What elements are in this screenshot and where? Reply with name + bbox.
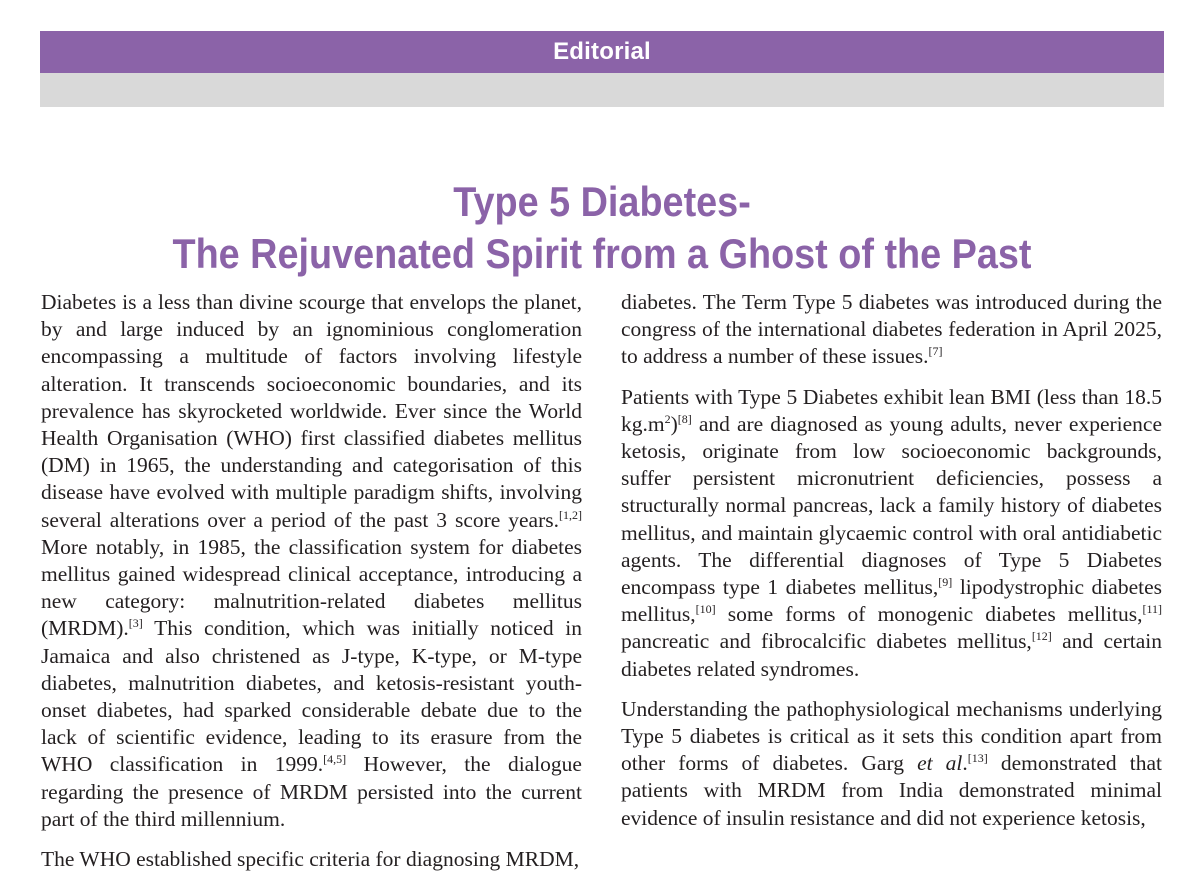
paragraph-text: demonstrated that patients with MRDM from India demonstrated minimal evidence of insulin resistance and did not experience ketosis, bbox=[621, 751, 1162, 830]
paragraph-text: However, the dialogue regarding the presence of MRDM persisted into the current part of the third millennium. bbox=[41, 752, 582, 831]
citation: [3] bbox=[128, 616, 143, 631]
section-band bbox=[40, 73, 1164, 107]
paragraph-text: some forms of monogenic diabetes mellitus, bbox=[715, 602, 1143, 627]
paragraph bbox=[621, 289, 1162, 371]
paragraph-text: More notably, in 1985, the classification system for diabetes mellitus gained widespread clinical acceptance, introducing a new category: malnutrition-related diabetes mellitus (MRDM). bbox=[41, 534, 582, 641]
paragraph-text: Patients with Type 5 Diabetes exhibit lean BMI (less than 18.5 kg.m bbox=[621, 384, 1162, 436]
citation: [13] bbox=[967, 751, 988, 766]
section-label: Editorial bbox=[553, 38, 651, 65]
citation: [11] bbox=[1142, 602, 1162, 617]
citation: [10] bbox=[695, 602, 716, 617]
paragraph bbox=[621, 384, 1162, 683]
section-header bbox=[40, 31, 1164, 73]
paragraph-text: The WHO established specific criteria for diagnosing MRDM, bbox=[41, 847, 580, 872]
citation: [12] bbox=[1031, 629, 1052, 644]
citation: [1,2] bbox=[559, 507, 582, 522]
paragraph-text: Diabetes is a less than divine scourge that envelops the planet, by and large induced by an ignominious conglomeration encompassing a multitude of factors involving lifestyle alteration. It transcends socioeconomic boundaries, and its prevalence has skyrocketed worldwide. Ever since the World Health Organisation (WHO) first classified diabetes mellitus (DM) in 1965, the understanding and categorisation of this disease have evolved with multiple paradigm shifts, involving several alterations over a period of the past 3 score years. bbox=[41, 290, 582, 532]
emphasis: et al bbox=[917, 751, 963, 776]
paragraph-text: diabetes. The Term Type 5 diabetes was introduced during the congress of the international diabetes federation in April 2025, to address a number of these issues. bbox=[621, 290, 1162, 369]
citation: [9] bbox=[938, 575, 953, 590]
left-column bbox=[41, 289, 582, 886]
superscript: 2 bbox=[664, 411, 671, 426]
paragraph-text: lipodystrophic diabetes mellitus, bbox=[621, 575, 1162, 627]
citation: [7] bbox=[928, 344, 943, 359]
paragraph bbox=[621, 696, 1162, 832]
paragraph-text: This condition, which was initially noticed in Jamaica and also christened as J-type, K-type, or M-type diabetes, malnutrition diabetes, and ketosis-resistant youth-onset diabetes, had sparked considerable debate due to the lack of scientific evidence, leading to its erasure from the WHO classification in 1999. bbox=[41, 616, 582, 777]
paragraph bbox=[41, 289, 582, 833]
paragraph-text: and are diagnosed as young adults, never experience ketosis, originate from low socioeconomic backgrounds, suffer persistent micronutrient deficiencies, possess a structurally normal pancreas, lack a family history of diabetes mellitus, and maintain glycaemic control with oral antidiabetic agents. The differential diagnoses of Type 5 Diabetes encompass type 1 diabetes mellitus, bbox=[621, 411, 1162, 600]
paragraph-text: . bbox=[962, 751, 968, 776]
citation: [4,5] bbox=[323, 752, 347, 767]
title-line-1: Type 5 Diabetes- bbox=[453, 178, 751, 226]
title-line-2: The Rejuvenated Spirit from a Ghost of the Past bbox=[172, 230, 1032, 278]
paragraph bbox=[41, 846, 582, 873]
paragraph-text: ) bbox=[670, 411, 678, 436]
paragraph-text: Understanding the pathophysiological mechanisms underlying Type 5 diabetes is critical as it sets this condition apart from other forms of diabetes. Garg bbox=[621, 696, 1162, 776]
paragraph-text: pancreatic and fibrocalcific diabetes mellitus, bbox=[621, 629, 1032, 654]
right-column bbox=[621, 289, 1162, 845]
article-title bbox=[96, 176, 1108, 280]
paragraph-text: and certain diabetes related syndromes. bbox=[621, 629, 1162, 681]
citation: [8] bbox=[677, 411, 692, 426]
